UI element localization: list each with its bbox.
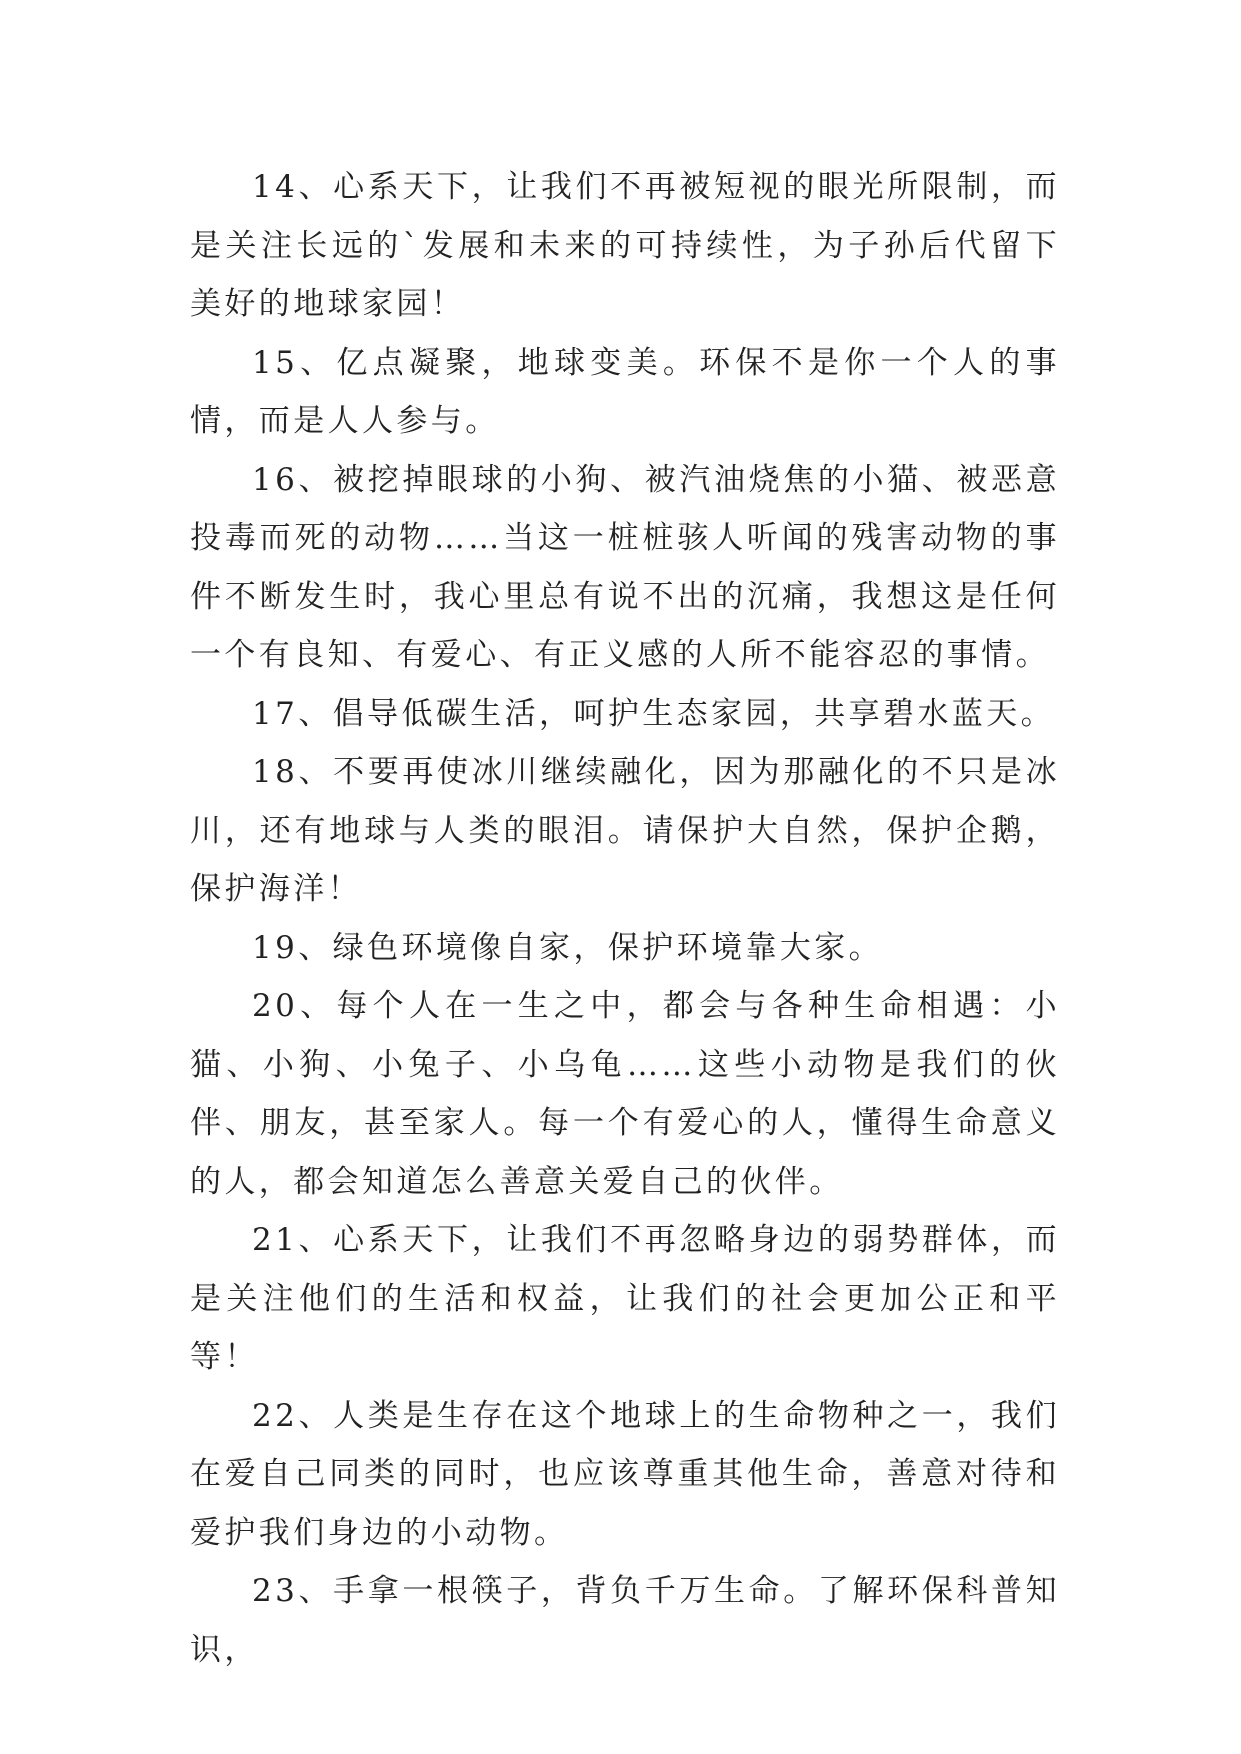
paragraph-17: 17、倡导低碳生活，呵护生态家园，共享碧水蓝天。 bbox=[252, 695, 1056, 732]
paragraph-20: 20、每个人在一生之中，都会与各种生命相遇：小猫、小狗、小兔子、小乌龟……这些小动物是我们的伙伴、朋友，甚至家人。每一个有爱心的人，懂得生命意义的人，都会知道怎么善意关爱自己的伙伴。 bbox=[190, 988, 1060, 1200]
document-body bbox=[190, 158, 1060, 1679]
paragraph-23: 23、手拿一根筷子，背负千万生命。了解环保科普知识， bbox=[190, 1573, 1060, 1668]
paragraph-15: 15、亿点凝聚，地球变美。环保不是你一个人的事情，而是人人参与。 bbox=[190, 344, 1060, 439]
paragraph-21: 21、心系天下，让我们不再忽略身边的弱势群体，而是关注他们的生活和权益，让我们的社会更加公正和平等！ bbox=[190, 1222, 1060, 1375]
paragraph-16: 16、被挖掉眼球的小狗、被汽油烧焦的小猫、被恶意投毒而死的动物……当这一桩桩骇人听闻的残害动物的事件不断发生时，我心里总有说不出的沉痛，我想这是任何一个有良知、有爱心、有正义感的人所不能容忍的事情。 bbox=[190, 461, 1060, 673]
paragraph-22: 22、人类是生存在这个地球上的生命物种之一，我们在爱自己同类的同时，也应该尊重其他生命，善意对待和爱护我们身边的小动物。 bbox=[190, 1397, 1060, 1551]
paragraph-14: 14、心系天下，让我们不再被短视的眼光所限制，而是关注长远的`发展和未来的可持续性，为子孙后代留下美好的地球家园！ bbox=[190, 169, 1060, 322]
paragraph-19: 19、绿色环境像自家，保护环境靠大家。 bbox=[252, 929, 884, 966]
paragraph-18: 18、不要再使冰川继续融化，因为那融化的不只是冰川，还有地球与人类的眼泪。请保护大自然，保护企鹅，保护海洋！ bbox=[190, 754, 1060, 907]
